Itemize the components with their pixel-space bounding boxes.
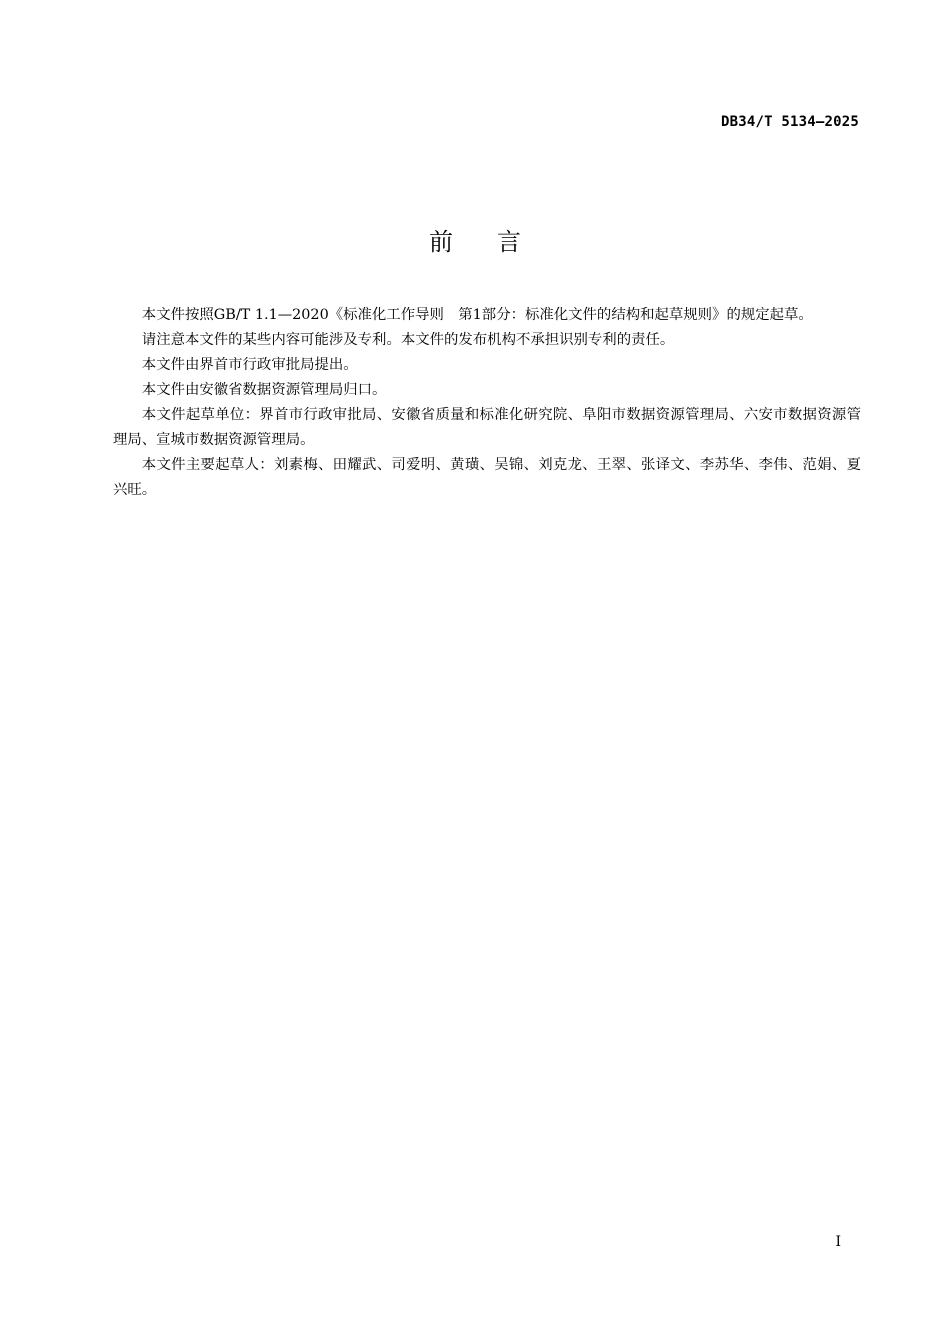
- paragraph-proposer: 本文件由界首市行政审批局提出。: [141, 357, 358, 373]
- paragraph-patent-notice: 请注意本文件的某些内容可能涉及专利。本文件的发布机构不承担识别专利的责任。: [141, 332, 675, 348]
- paragraph-drafting-units: 本文件起草单位：界首市行政审批局、安徽省质量和标准化研究院、阜阳市数据资源管理局、六安市数据资源管理局、宣城市数据资源管理局。: [113, 407, 861, 448]
- paragraph-drafters: 本文件主要起草人：刘素梅、田耀武、司爱明、黄璜、吴锦、刘克龙、王翠、张译文、李苏华、李伟、范娟、夏兴旺。: [113, 457, 861, 498]
- paragraph-drafting-basis: 本文件按照GB/T 1.1—2020《标准化工作导则 第1部分：标准化文件的结构和起草规则》的规定起草。: [141, 307, 813, 323]
- foreword-title: 前言: [429, 228, 565, 256]
- paragraph-administrator: 本文件由安徽省数据资源管理局归口。: [141, 382, 387, 398]
- document-code: DB34/T 5134—2025: [720, 114, 859, 130]
- foreword-body: [113, 303, 861, 503]
- page-number: I: [835, 1234, 841, 1250]
